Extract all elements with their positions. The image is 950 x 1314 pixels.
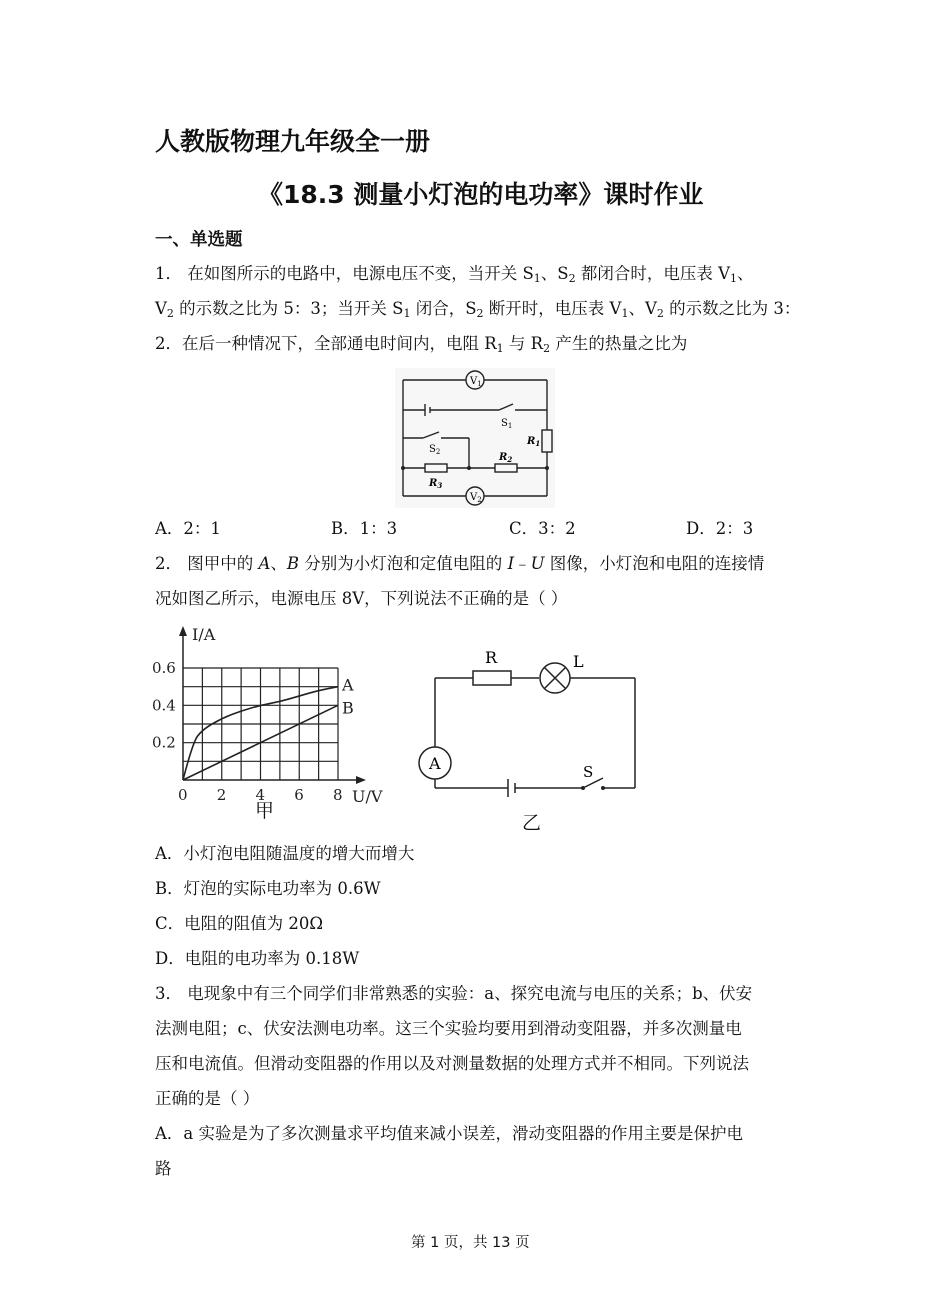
resistor-r-symbol <box>473 671 511 685</box>
s1-label: $S_1$ <box>501 418 513 430</box>
q1-sub: 2 <box>166 307 174 320</box>
q2-var-b: B <box>286 554 300 573</box>
v1-label: $V_1$ <box>470 376 482 388</box>
q1-sub: 1 <box>730 272 738 285</box>
x-axis-label: U/V <box>352 787 383 806</box>
q1-text: 与 R <box>503 334 544 353</box>
q1-text: 闭合，S <box>410 299 477 318</box>
circuit-label-l: L <box>573 652 584 671</box>
q3-option-a-line-1: A．a 实验是为了多次测量求平均值来减小误差，滑动变阻器的作用主要是保护电 <box>155 1124 743 1143</box>
q1-sub: 2 <box>543 342 551 355</box>
q2-iu-graph <box>150 620 400 830</box>
graph-series <box>183 676 354 780</box>
graph-grid <box>183 668 338 780</box>
q1-option-a: A．2：1 <box>155 519 221 538</box>
q1-option-b: B．1：3 <box>331 519 398 538</box>
q2-circuit-figure <box>415 645 640 825</box>
r2-label: $R_2$ <box>499 452 513 464</box>
graph-caption: 甲 <box>255 800 275 822</box>
circuit-label-r: R <box>485 648 498 667</box>
q2-text: 分别为小灯泡和定值电阻的 <box>299 554 508 573</box>
q1-sub: 1 <box>621 307 629 320</box>
y-axis-label: I/A <box>192 625 216 644</box>
q1-sub: 2 <box>656 307 664 320</box>
q2-option-b: B．灯泡的实际电功率为 0.6W <box>155 879 381 898</box>
q1-text: 、V <box>628 299 657 318</box>
q1-text: 、S <box>540 264 569 283</box>
y-tick-label: 0.6 <box>152 659 176 677</box>
q1-text: 、 <box>737 264 754 283</box>
circuit-caption: 乙 <box>522 812 542 834</box>
q1-text: 2．在后一种情况下，全部通电时间内，电阻 R <box>155 334 497 353</box>
q3-line-1: 3． 电现象中有三个同学们非常熟悉的实验：a、探究电流与电压的关系；b、伏安 <box>155 984 753 1003</box>
q2-text: 、 <box>270 554 287 573</box>
section-heading: 一、单选题 <box>155 230 243 250</box>
q1-sub: 2 <box>476 307 484 320</box>
y-tick-label: 0.4 <box>152 696 176 715</box>
q1-text: 的示数之比为 5：3；当开关 S <box>173 299 404 318</box>
q2-option-d: D．电阻的电功率为 0.18W <box>155 949 360 968</box>
q1-circuit-figure <box>395 368 555 508</box>
x-tick-label: 2 <box>216 786 227 804</box>
q3-line-2: 法测电阻；c、伏安法测电功率。这三个实验均要用到滑动变阻器，并多次测量电 <box>155 1019 742 1038</box>
q1-option-d: D．2：3 <box>686 519 754 538</box>
s2-label: $S_2$ <box>429 444 441 456</box>
q1-text: V <box>155 299 167 318</box>
book-title: 人教版物理九年级全一册 <box>155 127 431 156</box>
x-tick-label: 0 <box>178 786 188 804</box>
series-B-label: B <box>342 698 354 718</box>
q2-text: 2． 图甲中的 <box>155 554 259 573</box>
lesson-title: 《18.3 测量小灯泡的电功率》课时作业 <box>258 180 704 209</box>
r3-label: $R_3$ <box>429 478 443 490</box>
q1-sub: 1 <box>496 342 504 355</box>
q1-text: 1． 在如图所示的电路中，电源电压不变，当开关 S <box>155 264 534 283</box>
r1-label: $R_1$ <box>527 436 541 448</box>
q2-var-a: A <box>258 554 271 573</box>
q3-line-3: 压和电流值。但滑动变阻器的作用以及对测量数据的处理方式并不相同。下列说法 <box>155 1054 749 1073</box>
q1-line-2 <box>155 298 800 320</box>
q2-var-u: U <box>530 554 545 573</box>
q1-line-3 <box>155 333 687 355</box>
q1-option-c: C．3：2 <box>509 519 576 538</box>
q2-line-2: 况如图乙所示，电源电压 8V，下列说法不正确的是（ ） <box>155 589 568 608</box>
q1-text: 的示数之比为 3： <box>663 299 801 318</box>
v2-label: $V_2$ <box>470 492 482 504</box>
q1-text: 产生的热量之比为 <box>550 334 688 353</box>
q3-option-a-line-2: 路 <box>155 1159 172 1178</box>
q1-line-1 <box>155 263 754 285</box>
q2-option-c: C．电阻的阻值为 20Ω <box>155 914 324 933</box>
q2-var-i: I <box>507 554 515 573</box>
x-tick-label: 6 <box>294 786 304 804</box>
q1-sub: 2 <box>568 272 576 285</box>
q1-text: 断开时，电压表 V <box>483 299 622 318</box>
q2-option-a: A．小灯泡电阻随温度的增大而增大 <box>155 844 415 863</box>
q2-text: 图像，小灯泡和电阻的连接情 <box>544 554 765 573</box>
x-tick-label: 4 <box>255 786 266 804</box>
q2-line-1 <box>155 553 764 575</box>
x-axis-arrow <box>356 776 366 784</box>
series-A-label: A <box>342 675 354 695</box>
q3-line-4: 正确的是（ ） <box>155 1089 260 1108</box>
y-axis-arrow <box>179 626 187 636</box>
page-footer: 第 1 页，共 13 页 <box>411 1235 530 1251</box>
y-tick-label: 0.2 <box>152 733 176 752</box>
q1-sub: 1 <box>403 307 411 320</box>
circuit-label-a: A <box>429 754 441 773</box>
q2-text: ﹣ <box>514 554 531 573</box>
q1-text: 都闭合时，电压表 V <box>575 264 731 283</box>
x-tick-label: 8 <box>333 786 343 804</box>
q1-sub: 1 <box>533 272 541 285</box>
circuit-label-s: S <box>583 763 594 781</box>
